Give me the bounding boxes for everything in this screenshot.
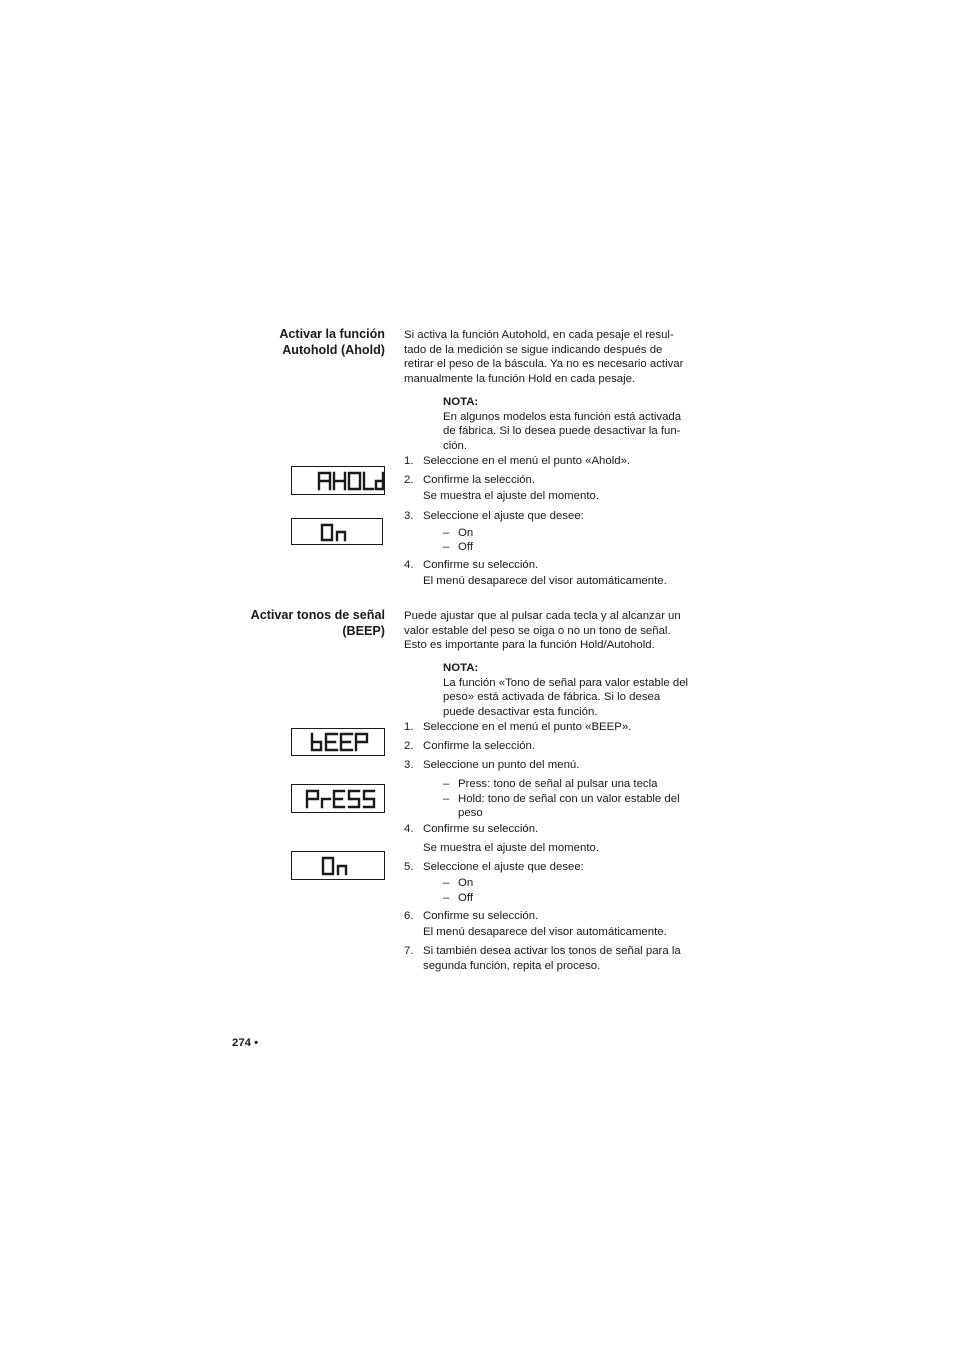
step-text: Seleccione en el menú el punto «Ahold». [423,455,631,467]
option-text [458,792,693,820]
step-number: 6. [404,910,414,922]
step-subtext: El menú desaparece del visor automáticamente. [423,926,667,938]
text-line: La función «Tono de señal para valor estable del [443,676,689,689]
note-block [443,661,693,719]
step-number: 1. [404,721,414,733]
step-number: 2. [404,740,414,752]
dash-mark: – [443,527,450,539]
dash-mark: – [443,892,450,904]
step-subtext: Se muestra el ajuste del momento. [423,490,600,502]
lcd-text-press [292,785,386,814]
step-text: Seleccione en el menú el punto «BEEP». [423,721,632,733]
step-number: 7. [404,945,414,957]
step-text: Confirme la selección. [423,474,536,486]
note-title: NOTA: [443,662,479,674]
lcd-display-on [291,518,383,545]
lcd-display-ahold [291,466,385,495]
text-line: puede desactivar esta función. [443,705,598,718]
heading-line: (BEEP) [342,623,385,638]
step-text: Seleccione el ajuste que desee: [423,510,584,522]
heading-line: Activar la función [279,327,385,341]
text-line: valor estable del peso se oiga o no un tono de señal. [404,624,671,637]
heading-line: Autohold (Ahold) [282,342,385,357]
intro-paragraph [404,328,694,386]
option-text: Off [458,892,473,904]
text-line: manualmente la función Hold en cada pesaje. [404,372,636,385]
step-subtext: Se muestra el ajuste del momento. [423,842,600,854]
option-text: On [458,527,474,539]
text-line: Hold: tono de señal con un valor estable del [458,793,680,805]
lcd-text-ahold [292,467,386,496]
page-number: 274 • [232,1037,259,1049]
step-text: Confirme su selección. [423,910,539,922]
step-text: Seleccione el ajuste que desee: [423,861,584,873]
step-number: 4. [404,559,414,571]
text-line: peso» está activada de fábrica. Si lo desea [443,691,661,704]
text-line: Puede ajustar que al pulsar cada tecla y al alcanzar un [404,610,681,622]
dash-mark: – [443,778,450,790]
note-title: NOTA: [443,396,479,408]
step-number: 3. [404,759,414,771]
option-text: On [458,877,474,889]
step-number: 3. [404,510,414,522]
text-line: peso [458,806,483,819]
text-line: tado de la medición se sigue indicando después de [404,343,663,356]
step-text [423,944,693,973]
step-text: Confirme su selección. [423,559,539,571]
lcd-text-on [292,852,386,881]
step-number: 1. [404,455,414,467]
section-heading-beep [205,608,385,639]
text-line: retirar el peso de la báscula. Ya no es necesario activar [404,358,684,371]
dash-mark: – [443,877,450,889]
dash-mark: – [443,541,450,553]
text-line: segunda función, repita el proceso. [423,959,601,972]
step-subtext: El menú desaparece del visor automáticamente. [423,575,667,587]
text-line: ción. [443,439,468,452]
dash-mark: – [443,793,450,805]
option-text: Off [458,541,473,553]
step-number: 5. [404,861,414,873]
step-text: Confirme la selección. [423,740,536,752]
text-line: Si activa la función Autohold, en cada pesaje el resul- [404,329,674,341]
text-line: Esto es importante para la función Hold/Autohold. [404,639,655,652]
text-line: de fábrica. Si lo desea puede desactivar la fun- [443,425,681,438]
lcd-display-beep [291,728,385,756]
lcd-display-press [291,784,385,813]
text-line: Si también desea activar los tonos de señal para la [423,945,681,957]
note-block [443,395,693,453]
intro-paragraph [404,609,694,653]
heading-line: Activar tonos de señal [250,608,385,622]
step-number: 4. [404,823,414,835]
text-line: En algunos modelos esta función está activada [443,410,682,423]
lcd-text-on [292,519,384,546]
step-text: Seleccione un punto del menú. [423,759,580,771]
option-text: Press: tono de señal al pulsar una tecla [458,778,658,790]
lcd-display-on [291,851,385,880]
lcd-text-beep [292,729,386,757]
step-number: 2. [404,474,414,486]
step-text: Confirme su selección. [423,823,539,835]
section-heading-autohold [205,327,385,358]
